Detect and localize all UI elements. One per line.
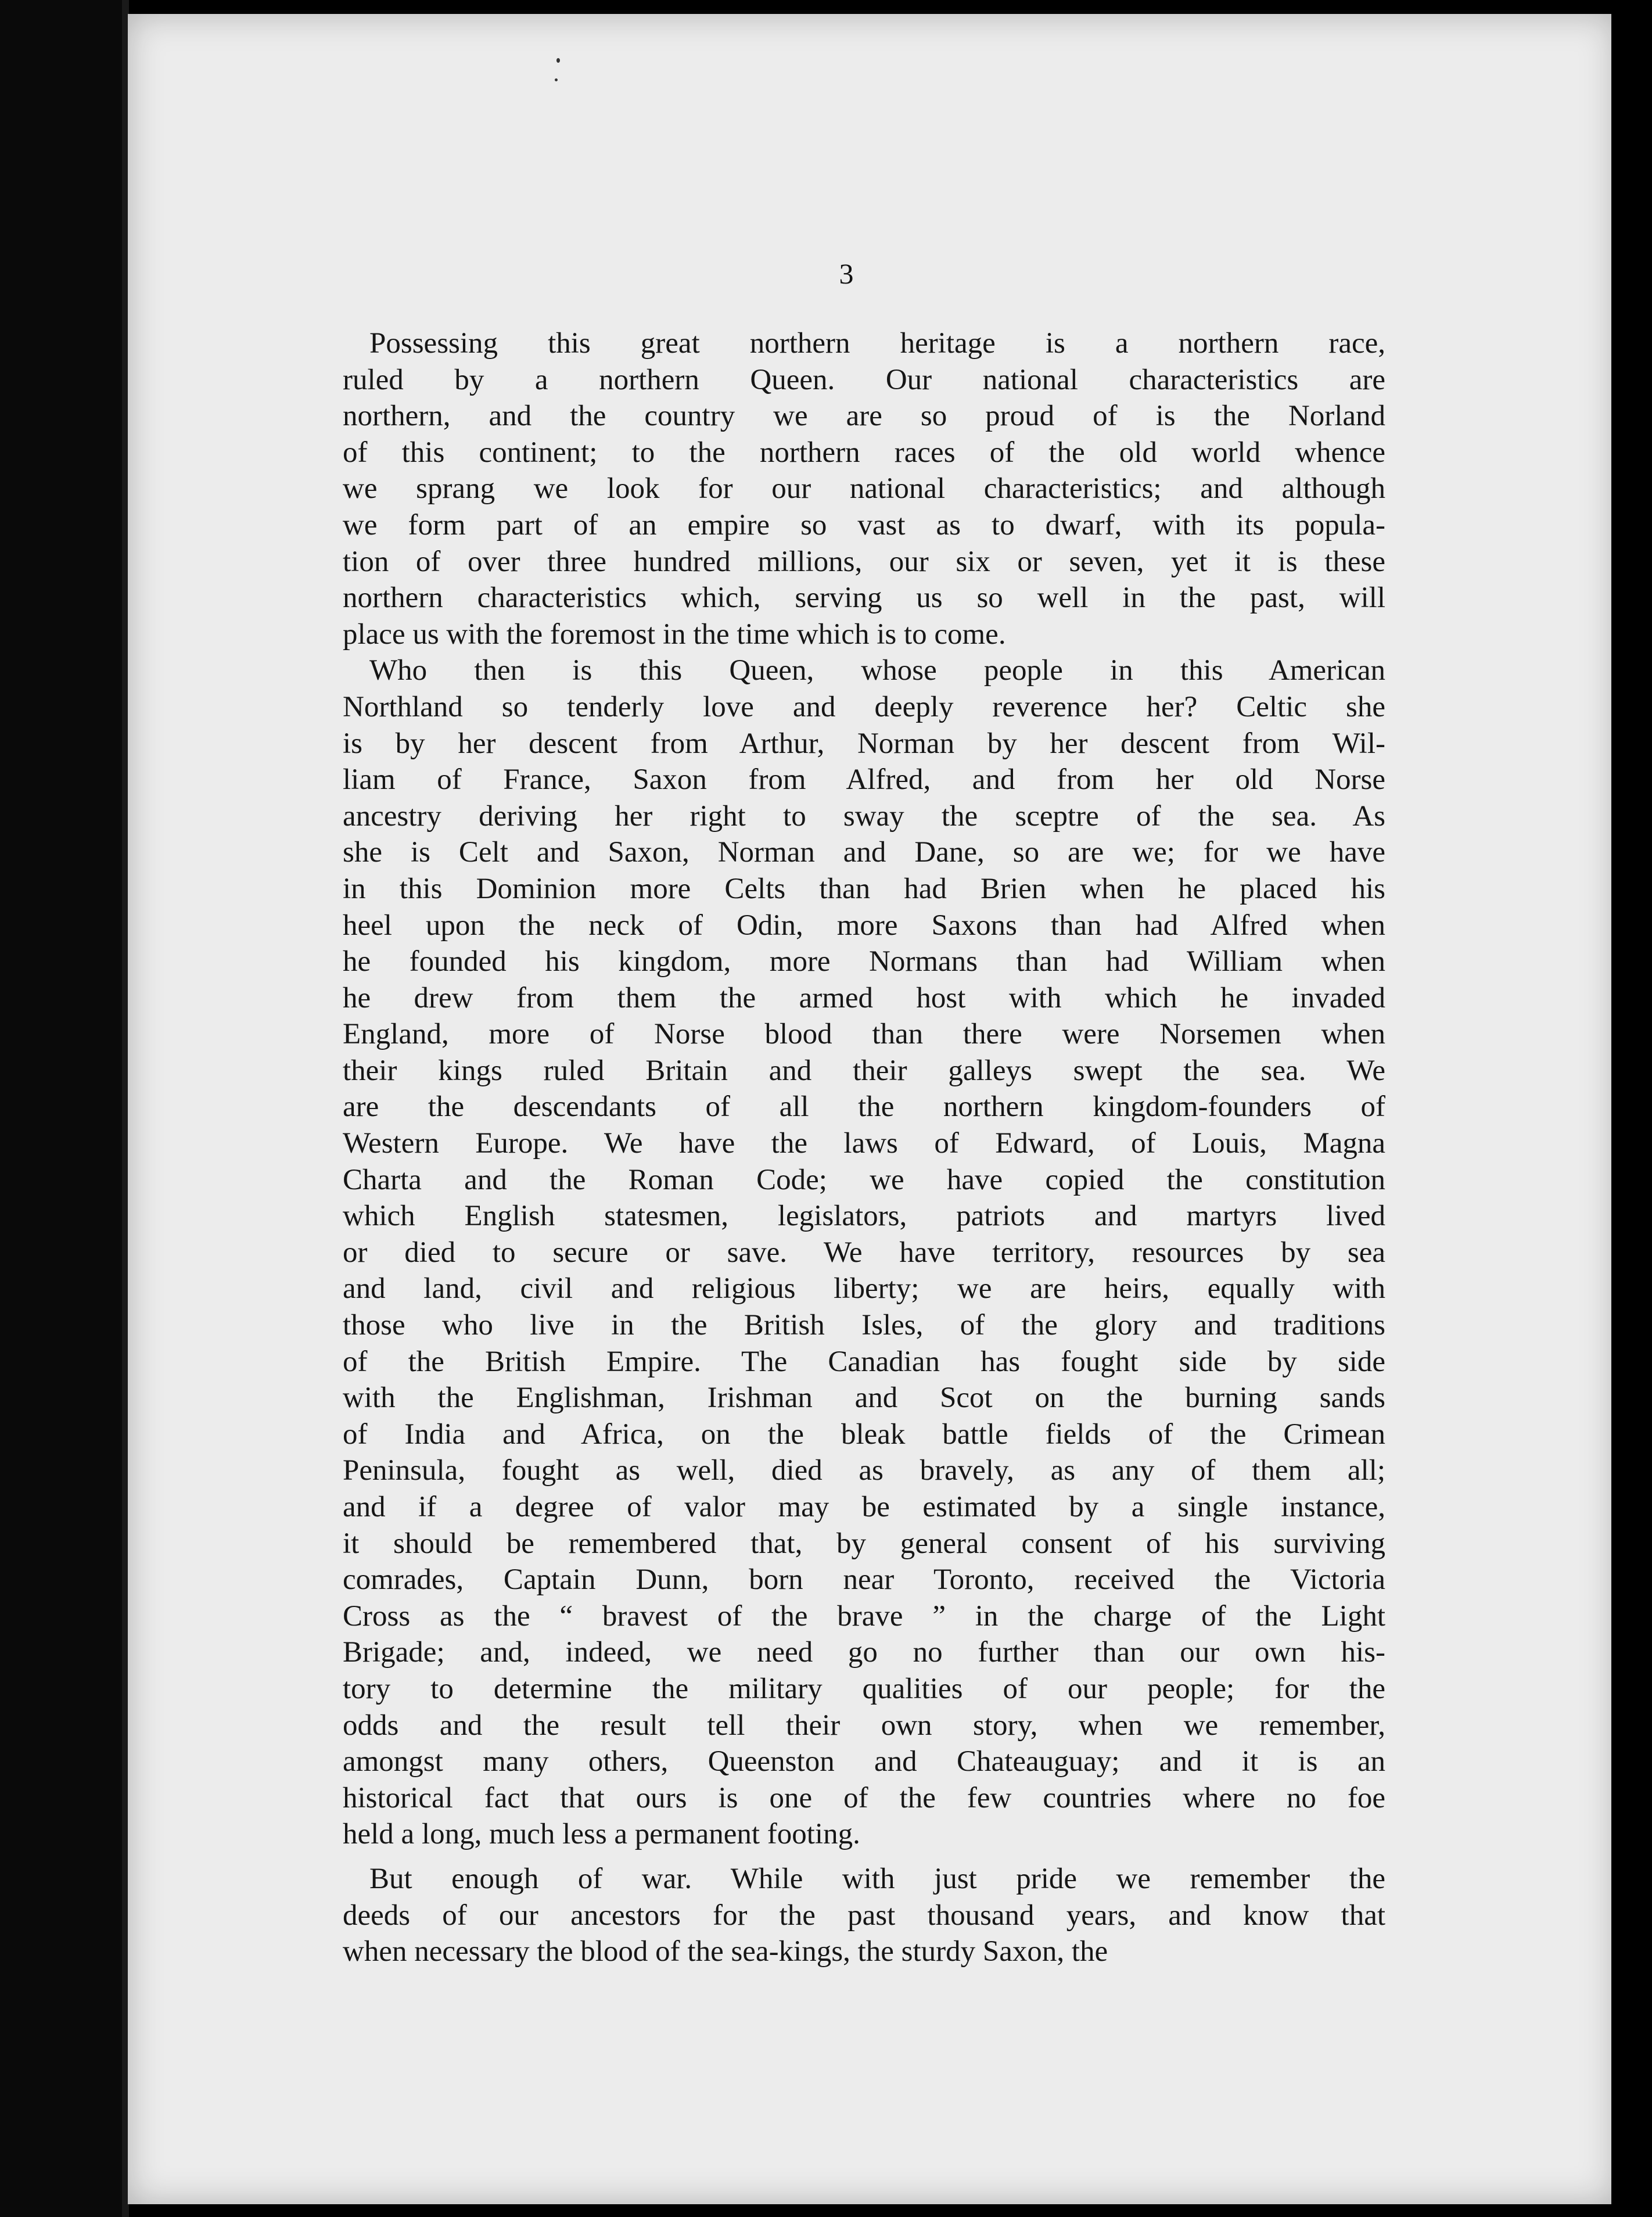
text-line: of India and Africa, on the bleak battle fields of the Crimean (343, 1418, 1385, 1451)
text-line: Peninsula, fought as well, died as bravely, as any of them all; (343, 1454, 1385, 1487)
text-line: Western Europe. We have the laws of Edward, of Louis, Magna (343, 1127, 1385, 1160)
text-line: amongst many others, Queenston and Chateauguay; and it is an (343, 1745, 1385, 1778)
text-line: place us with the foremost in the time which is to come. (343, 618, 1006, 651)
text-line: when necessary the blood of the sea-kings, the sturdy Saxon, the (343, 1935, 1108, 1968)
text-line: tion of over three hundred millions, our six or seven, yet it is these (343, 545, 1385, 578)
text-line: comrades, Captain Dunn, born near Toronto, received the Victoria (343, 1563, 1385, 1597)
text-line: northern characteristics which, serving us so well in the past, will (343, 582, 1385, 615)
text-line: Northland so tenderly love and deeply reverence her? Celtic she (343, 690, 1385, 723)
text-line: those who live in the British Isles, of the glory and traditions (343, 1309, 1385, 1342)
text-line: Brigade; and, indeed, we need go no further than our own his- (343, 1636, 1385, 1669)
text-line: England, more of Norse blood than there were Norsemen when (343, 1018, 1385, 1051)
right-page-shadow (1611, 0, 1652, 2217)
text-line: their kings ruled Britain and their galleys swept the sea. We (343, 1054, 1385, 1087)
text-line: he drew from them the armed host with which he invaded (343, 981, 1385, 1014)
text-line: ruled by a northern Queen. Our national characteristics are (343, 363, 1385, 396)
text-line: of the British Empire. The Canadian has fought side by side (343, 1345, 1385, 1378)
body-text (343, 325, 1385, 1970)
text-line: liam of France, Saxon from Alfred, and from her old Norse (343, 763, 1385, 797)
text-line: and land, civil and religious liberty; we are heirs, equally with (343, 1272, 1385, 1305)
text-line: in this Dominion more Celts than had Brien when he placed his (343, 872, 1385, 905)
paragraph (343, 1861, 1385, 1970)
text-line: Possessing this great northern heritage is a northern race, (369, 327, 1385, 360)
text-line: of this continent; to the northern races of the old world whence (343, 436, 1385, 469)
text-line: northern, and the country we are so proud of is the Norland (343, 400, 1385, 433)
text-line: we form part of an empire so vast as to dwarf, with its popula- (343, 508, 1385, 541)
text-line: heel upon the neck of Odin, more Saxons than had Alfred when (343, 909, 1385, 942)
text-line: odds and the result tell their own story, when we remember, (343, 1709, 1385, 1742)
text-line: ancestry deriving her right to sway the sceptre of the sea. As (343, 799, 1385, 833)
text-line: Who then is this Queen, whose people in this American (369, 654, 1385, 687)
text-line: or died to secure or save. We have territory, resources by sea (343, 1236, 1385, 1269)
text-line: and if a degree of valor may be estimated by a single instance, (343, 1491, 1385, 1523)
text-line: which English statesmen, legislators, patriots and martyrs lived (343, 1200, 1385, 1233)
text-line: is by her descent from Arthur, Norman by her descent from Wil- (343, 727, 1385, 760)
text-line: held a long, much less a permanent footing. (343, 1818, 860, 1851)
paragraph (343, 325, 1385, 652)
text-line: are the descendants of all the northern kingdom-founders of (343, 1090, 1385, 1124)
text-line: he founded his kingdom, more Normans than had William when (343, 945, 1385, 978)
page-number: 3 (839, 257, 854, 290)
left-page-edge (0, 0, 128, 2217)
text-line: Cross as the “ bravest of the brave ” in the charge of the Light (343, 1599, 1385, 1633)
text-line: deeds of our ancestors for the past thousand years, and know that (343, 1899, 1385, 1932)
text-line: But enough of war. While with just pride we remember the (369, 1862, 1385, 1895)
text-line: she is Celt and Saxon, Norman and Dane, so are we; for we have (343, 836, 1385, 869)
text-line: tory to determine the military qualities of our people; for the (343, 1672, 1385, 1705)
text-line: historical fact that ours is one of the few countries where no foe (343, 1781, 1385, 1814)
text-line: Charta and the Roman Code; we have copied the constitution (343, 1163, 1385, 1196)
paper-speck (555, 78, 558, 81)
paper-speck (556, 58, 560, 63)
text-line: we sprang we look for our national characteristics; and although (343, 472, 1385, 505)
text-line: with the Englishman, Irishman and Scot on the burning sands (343, 1382, 1385, 1415)
paragraph (343, 652, 1385, 1853)
text-line: it should be remembered that, by general consent of his surviving (343, 1527, 1385, 1560)
